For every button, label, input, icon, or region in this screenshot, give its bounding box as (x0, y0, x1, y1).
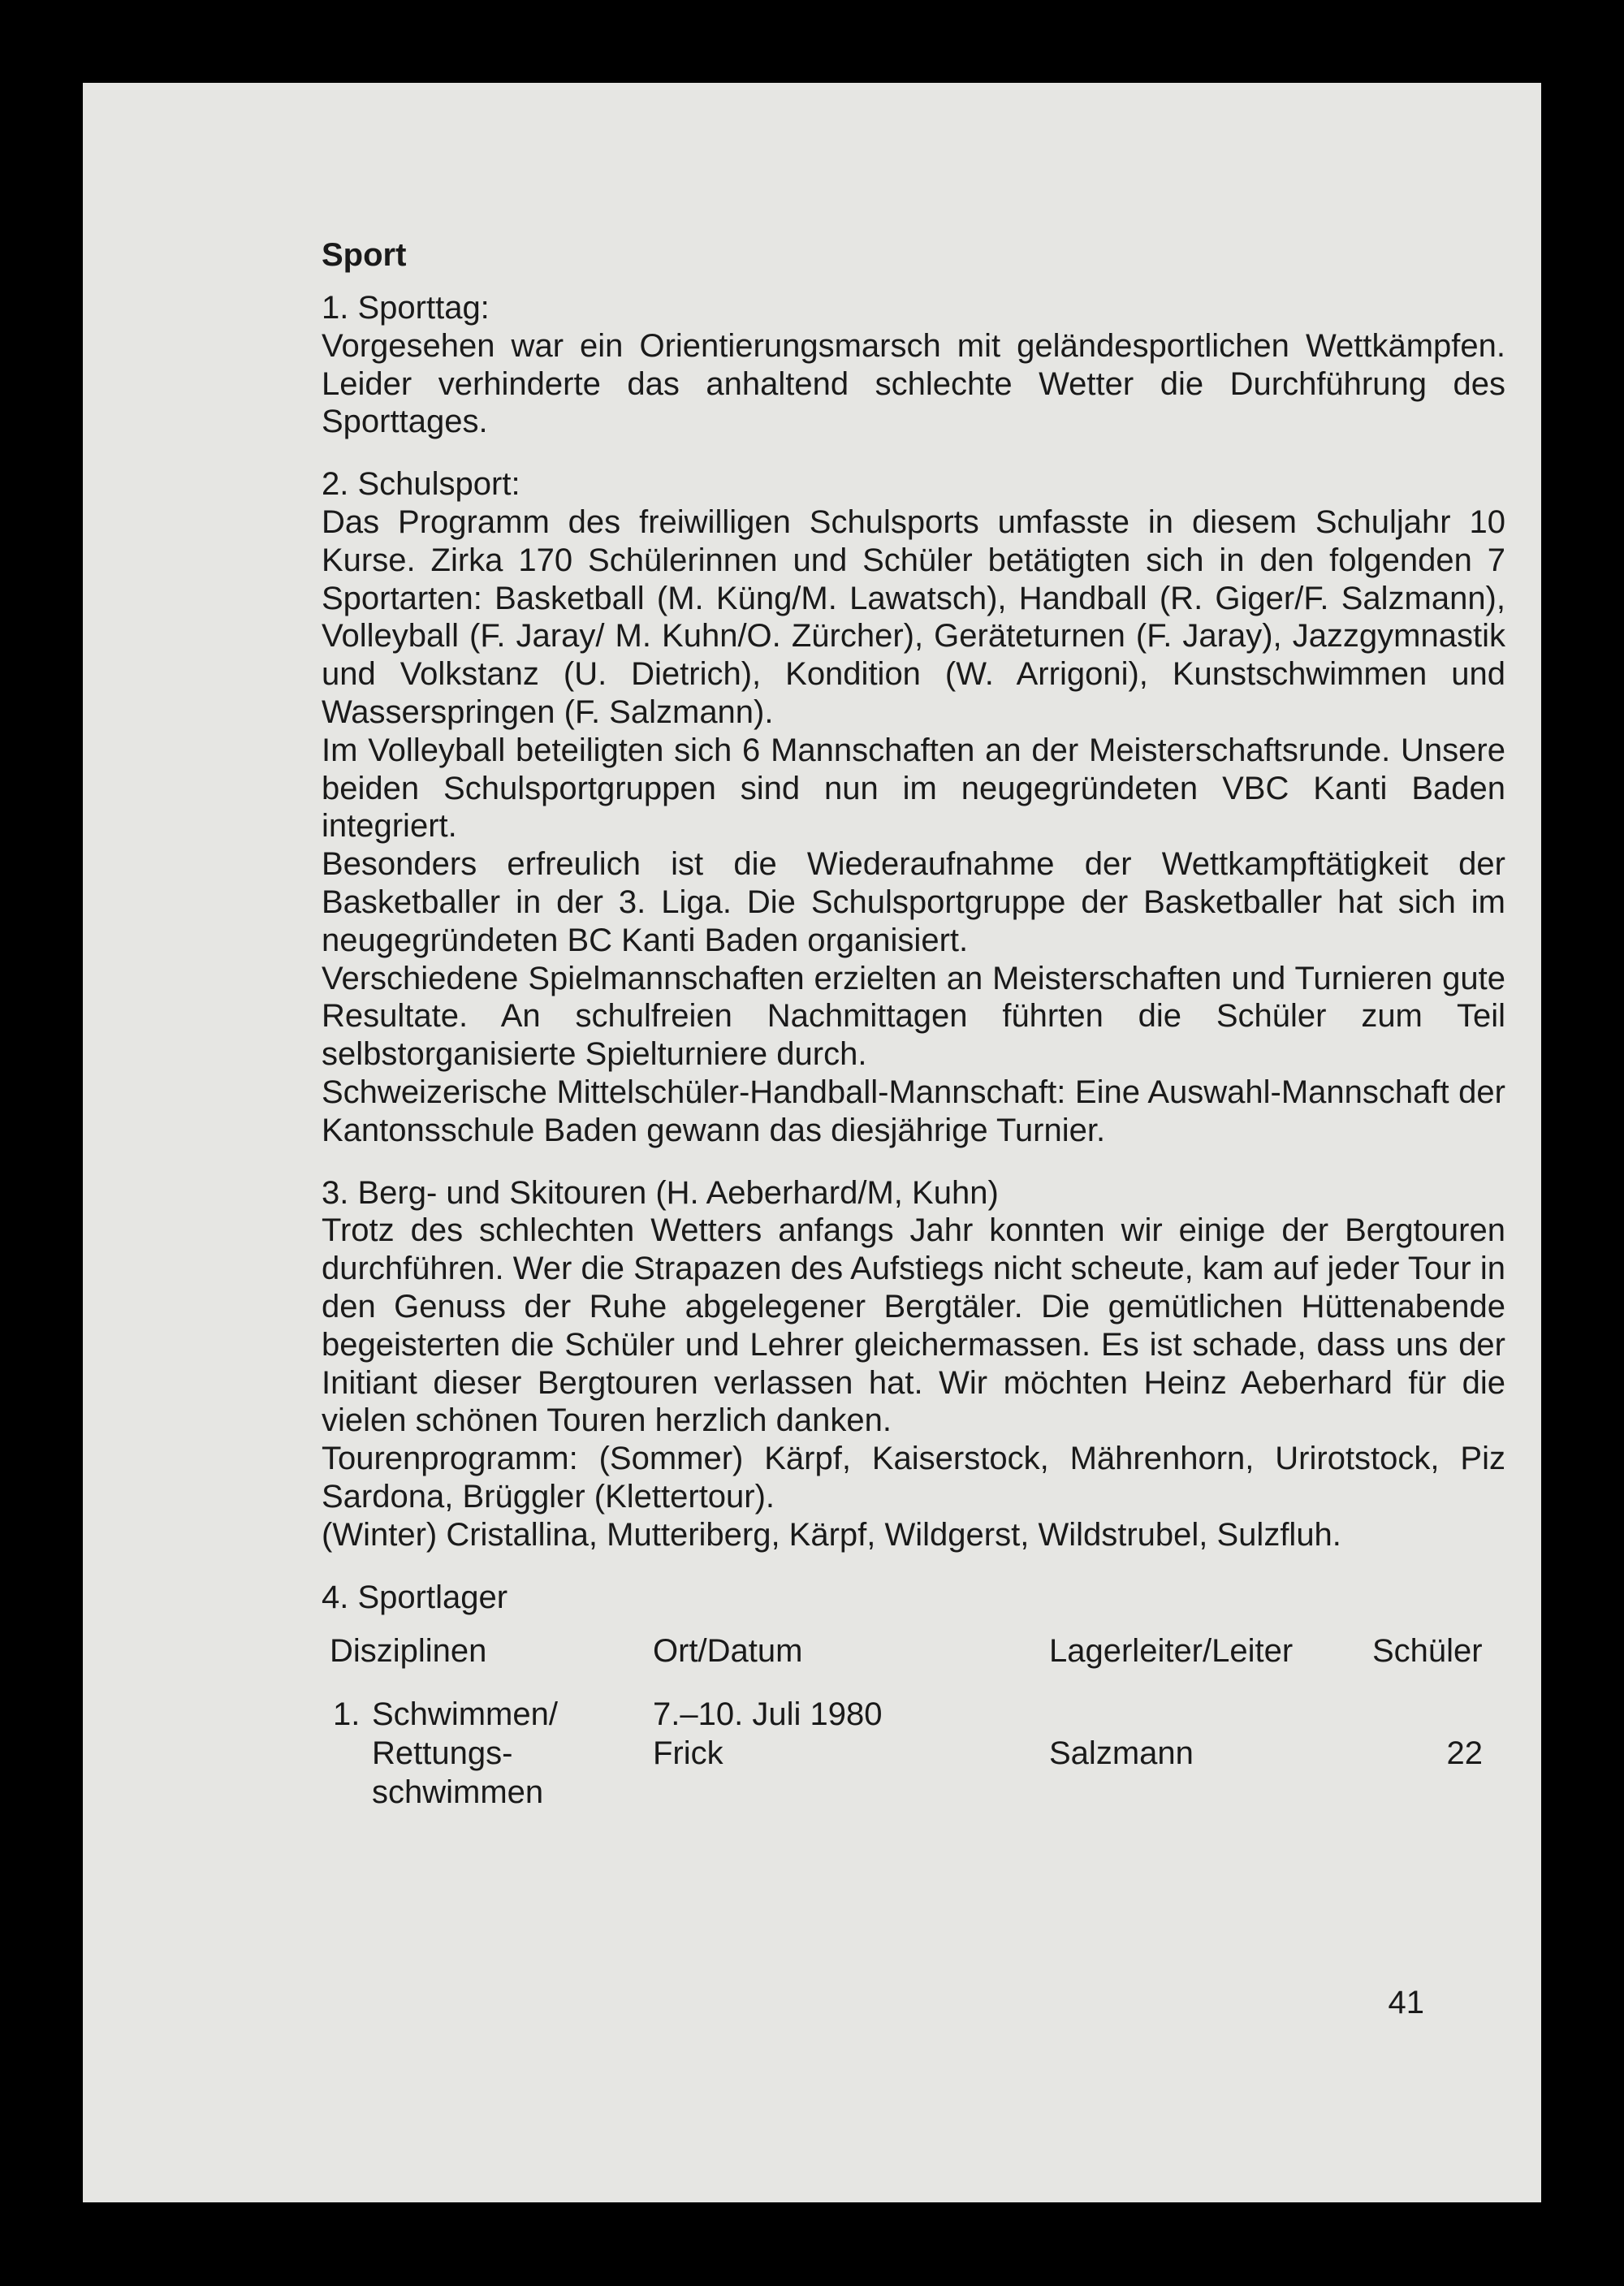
section-sportlager (322, 1579, 1505, 1617)
table-header: Lagerleiter/Leiter (1049, 1633, 1294, 1670)
table-header: Disziplinen (330, 1633, 487, 1670)
paragraph: (Winter) Cristallina, Mutteriberg, Kärpf, Wildgerst, Wildstrubel, Sulzfluh. (322, 1516, 1341, 1553)
section-title: 1. Sporttag: (322, 290, 490, 326)
paragraph: Schweizerische Mittelschüler-Handball-Mannschaft: Eine Auswahl-Mannschaft der Kantonsschule Baden gewann das diesjährige Turnier. (322, 1074, 1505, 1148)
section-title: 4. Sportlager (322, 1579, 508, 1615)
paragraph: Verschiedene Spielmannschaften erzielten an Meisterschaften und Turnieren gute Resultate. An schulfreien Nachmittagen führten die Schüler zum Teil selbstorganisierte Spielturniere durch. (322, 960, 1505, 1073)
section-title: 3. Berg- und Skitouren (H. Aeberhard/M, Kuhn) (322, 1174, 999, 1211)
table-header: Ort/Datum (653, 1633, 803, 1670)
section-heading: Sport (322, 237, 407, 273)
table-cell: schwimmen (372, 1774, 544, 1811)
document-page (83, 83, 1541, 2202)
section-title: 2. Schulsport: (322, 466, 520, 503)
table-cell: Rettungs- (372, 1735, 513, 1772)
row-number: 1. (333, 1696, 361, 1733)
table-cell: Schwimmen/ (372, 1696, 558, 1733)
paragraph: Vorgesehen war ein Orientierungsmarsch mit geländesportlichen Wettkämpfen. Leider verhinderte das anhaltend schlechte Wetter die Durchführung des Sporttages. (322, 327, 1505, 440)
page-content (322, 236, 1505, 1835)
paragraph: Trotz des schlechten Wetters anfangs Jahr konnten wir einige der Bergtouren durchführen. Wer die Strapazen des Aufstiegs nicht scheute, kam auf jeder Tour in den Genuss der Ruhe abgelegener Bergtäler. Die gemütlichen Hüttenabende begeisterten die Schüler und Lehrer gleichermassen. Es ist schade, dass uns der Initiant dieser Bergtouren verlassen hat. Wir möchten Heinz Aeberhard für die vielen schönen Touren herzlich danken. (322, 1212, 1505, 1439)
table-cell: 22 (1446, 1735, 1483, 1772)
table-cell: 7.–10. Juli 1980 (653, 1696, 883, 1733)
table-cell: Salzmann (1049, 1735, 1194, 1772)
paragraph: Das Programm des freiwilligen Schulsports umfasste in diesem Schuljahr 10 Kurse. Zirka 170 Schülerinnen und Schüler betätigten sich in den folgenden 7 Sportarten: Basketball (M. Küng/M. Lawatsch), Handball (R. Giger/F. Salzmann), Volleyball (F. Jaray/ M. Kuhn/O. Zürcher), Geräteturnen (F. Jaray), Jazzgymnastik und Volkstanz (U. Dietrich), Kondition (W. Arrigoni), Kunstschwimmen und Wasserspringen (F. Salzmann). (322, 503, 1505, 730)
section-bergtouren (322, 1174, 1505, 1554)
page-number: 41 (1388, 1985, 1424, 2020)
sportlager-table (322, 1632, 1505, 1835)
paragraph: Besonders erfreulich ist die Wiederaufnahme der Wettkampftätigkeit der Basketballer in der 3. Liga. Die Schulsportgruppe der Basketballer hat sich im neugegründeten BC Kanti Baden organisiert. (322, 846, 1505, 958)
paragraph: Tourenprogramm: (Sommer) Kärpf, Kaiserstock, Mährenhorn, Urirotstock, Piz Sardona, Brüggler (Klettertour). (322, 1441, 1505, 1515)
table-header: Schüler (1372, 1633, 1483, 1670)
section-schulsport (322, 465, 1505, 1149)
paragraph: Im Volleyball beteiligten sich 6 Mannschaften an der Meisterschaftsrunde. Unsere beiden Schulsportgruppen sind nun im neugegründeten VBC Kanti Baden integriert. (322, 732, 1505, 845)
table-cell: Frick (653, 1735, 723, 1772)
section-sporttag (322, 289, 1505, 441)
